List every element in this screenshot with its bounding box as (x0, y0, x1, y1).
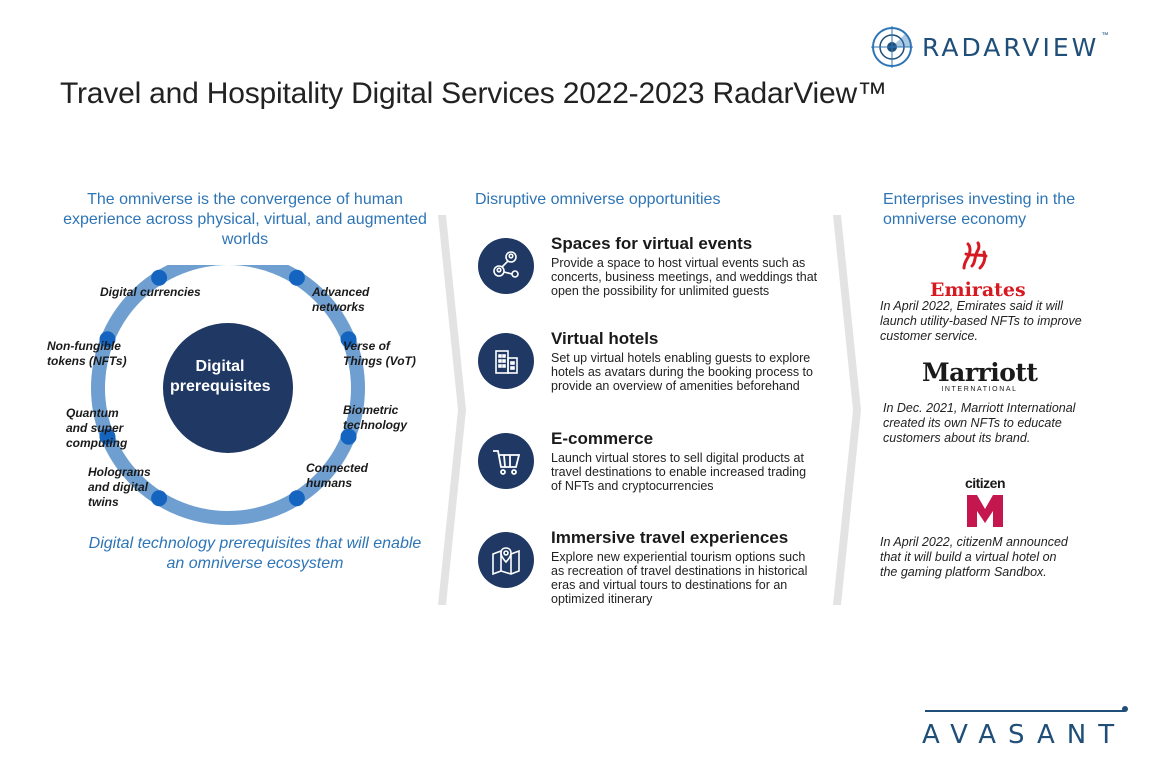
label-biometric: Biometric technology (343, 403, 408, 432)
citizenm-m-icon (965, 493, 1005, 529)
ring-dot (289, 270, 305, 286)
footer-dot (1122, 706, 1128, 712)
opportunity-desc: Set up virtual hotels enabling guests to explore hotels as avatars during the booking process to provide an overview of amenities beforehand (551, 351, 813, 393)
marriott-note: In Dec. 2021, Marriott International created its own NFTs to educate customers about its brand. (883, 401, 1076, 445)
opportunity-title: Spaces for virtual events (551, 234, 753, 253)
label-quantum: Quantum and super computing (66, 406, 128, 450)
emirates-calligraphy-icon (958, 240, 992, 272)
building-icon (478, 333, 534, 389)
avasant-logo: AVASANT (922, 720, 1127, 750)
label-nfts: Non-fungible tokens (NFTs) (47, 339, 127, 368)
ring-dot (289, 490, 305, 506)
enterprises-heading: Enterprises investing in the omniverse economy (883, 191, 1076, 228)
footer-divider (925, 710, 1125, 712)
citizen-wordmark: citizen (964, 475, 1006, 491)
label-advanced-networks: Advanced networks (312, 285, 370, 314)
radarview-wordmark: RADARVIEW (922, 32, 1100, 62)
map-pin-icon (478, 532, 534, 588)
citizenm-note: In April 2022, citizenM announced that it will build a virtual hotel on the gaming platform Sandbox. (880, 535, 1068, 579)
label-digital-currencies: Digital currencies (100, 285, 201, 299)
marriott-logo (922, 360, 1037, 393)
label-vot: Verse of Things (VoT) (343, 339, 416, 368)
shopping-cart-icon (478, 433, 534, 489)
people-network-icon (478, 238, 534, 294)
trademark: ™ (1101, 32, 1109, 39)
opportunity-desc: Launch virtual stores to sell digital products at travel destinations to enable increased trading of NFTs and cryptocurrencies (551, 451, 807, 493)
center-label: Digital prerequisites (170, 358, 271, 395)
label-holograms: Holograms and digital twins (88, 465, 151, 509)
radar-icon (870, 25, 914, 69)
emirates-wordmark: Emirates (930, 279, 1026, 301)
marriott-subtitle: INTERNATIONAL (941, 386, 1018, 393)
radarview-logo (870, 22, 1140, 72)
page-title: Travel and Hospitality Digital Services 2022-2023 RadarView™ (60, 77, 887, 110)
chevron-divider-2 (833, 215, 863, 605)
omniverse-heading: The omniverse is the convergence of human experience across physical, virtual, and augmented worlds (63, 191, 427, 248)
prerequisites-footer: Digital technology prerequisites that will enable an omniverse ecosystem (88, 535, 422, 572)
opportunity-title: Immersive travel experiences (551, 528, 789, 547)
chevron-divider-1 (438, 215, 468, 605)
citizenm-logo (955, 476, 1015, 534)
ring-dot (151, 270, 167, 286)
emirates-logo (930, 240, 1026, 301)
opportunity-desc: Provide a space to host virtual events such as concerts, business meetings, and weddings that open the possibility for unlimited guests (551, 256, 818, 298)
opportunities-heading: Disruptive omniverse opportunities (475, 191, 721, 208)
emirates-note: In April 2022, Emirates said it will launch utility-based NFTs to improve customer service. (880, 299, 1082, 343)
opportunity-title: Virtual hotels (551, 329, 659, 348)
opportunity-desc: Explore new experiential tourism options such as recreation of travel destinations in historical eras and virtual tours to destinations for an optimized itinerary (551, 550, 808, 606)
opportunity-title: E-commerce (551, 429, 654, 448)
label-connected-humans: Connected humans (306, 461, 369, 490)
marriott-wordmark: Marriott (922, 358, 1038, 387)
